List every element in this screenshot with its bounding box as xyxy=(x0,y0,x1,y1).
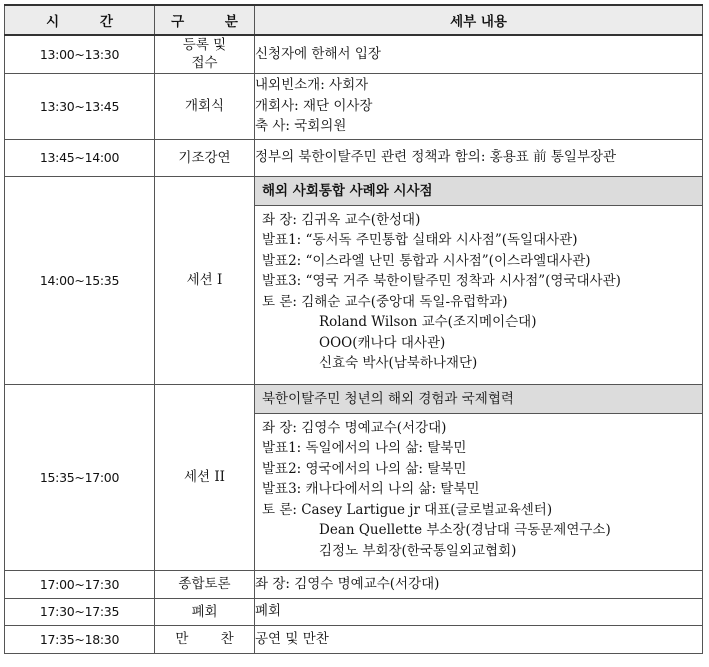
division-cell: 세션 I xyxy=(155,176,255,384)
table-row xyxy=(5,176,703,384)
program-schedule xyxy=(4,4,702,661)
division-cell: 만 찬 xyxy=(155,625,255,653)
division-cell: 세션 II xyxy=(155,384,255,570)
table-row xyxy=(5,73,703,139)
time-cell: 13:45~14:00 xyxy=(5,139,155,176)
header-row xyxy=(5,5,703,35)
detail-cell: 내외빈소개: 사회자 개회사: 재단 이사장 축 사: 국회의원 xyxy=(255,73,703,139)
detail-cell: 공연 및 만찬 xyxy=(255,625,703,653)
time-cell: 13:00~13:30 xyxy=(5,35,155,73)
table-row xyxy=(5,35,703,73)
header-time: 시 간 xyxy=(5,5,155,35)
table-row xyxy=(5,598,703,625)
schedule-table xyxy=(4,4,703,654)
header-detail: 세부 내용 xyxy=(255,5,703,35)
detail-cell xyxy=(255,384,703,570)
detail-cell: 좌 장: 김영수 명예교수(서강대) xyxy=(255,570,703,598)
header-division: 구 분 xyxy=(155,5,255,35)
time-cell: 17:35~18:30 xyxy=(5,625,155,653)
detail-cell xyxy=(255,176,703,384)
session-body: 좌 장: 김영수 명예교수(서강대) 발표1: 독일에서의 나의 삶: 탈북민 발표2: 영국에서의 나의 삶: 탈북민 발표3: 캐나다에서의 나의 삶: 탈북민 토 론: Casey Lartigue jr 대표(글로벌교육센터) Dean Quellette 부소장(경남대 극동문제연구소) 김정노 부회장(한국통일외교협회) xyxy=(262,419,611,559)
division-cell: 종합토론 xyxy=(155,570,255,598)
division-cell: 폐회 xyxy=(155,598,255,625)
table-row xyxy=(5,625,703,653)
table-row xyxy=(5,570,703,598)
table-row xyxy=(5,384,703,570)
division-cell: 개회식 xyxy=(155,73,255,139)
session-subheading: 해외 사회통합 사례와 시사점 xyxy=(255,177,702,206)
time-cell: 17:30~17:35 xyxy=(5,598,155,625)
session-body: 좌 장: 김귀옥 교수(한성대) 발표1: “동서독 주민통합 실태와 시사점”(독일대사관) 발표2: “이스라엘 난민 통합과 시사점”(이스라엘대사관) 발표3: “영국 거주 북한이탈주민 정착과 시사점”(영국대사관) 토 론: 김해순 교수(중앙대 독일-유럽학과) Roland Wilson 교수(조지메이슨대) OOO(캐나다 대사관) 신효숙 박사(남북하나재단) xyxy=(262,211,621,371)
time-cell: 14:00~15:35 xyxy=(5,176,155,384)
time-cell: 15:35~17:00 xyxy=(5,384,155,570)
time-cell: 13:30~13:45 xyxy=(5,73,155,139)
table-row xyxy=(5,139,703,176)
session-subheading: 북한이탈주민 청년의 해외 경험과 국제협력 xyxy=(255,385,702,414)
detail-cell: 폐회 xyxy=(255,598,703,625)
detail-cell: 신청자에 한해서 입장 xyxy=(255,35,703,73)
division-cell: 등록 및 접수 xyxy=(155,35,255,73)
division-cell: 기조강연 xyxy=(155,139,255,176)
detail-cell: 정부의 북한이탈주민 관련 정책과 함의: 홍용표 前 통일부장관 xyxy=(255,139,703,176)
time-cell: 17:00~17:30 xyxy=(5,570,155,598)
